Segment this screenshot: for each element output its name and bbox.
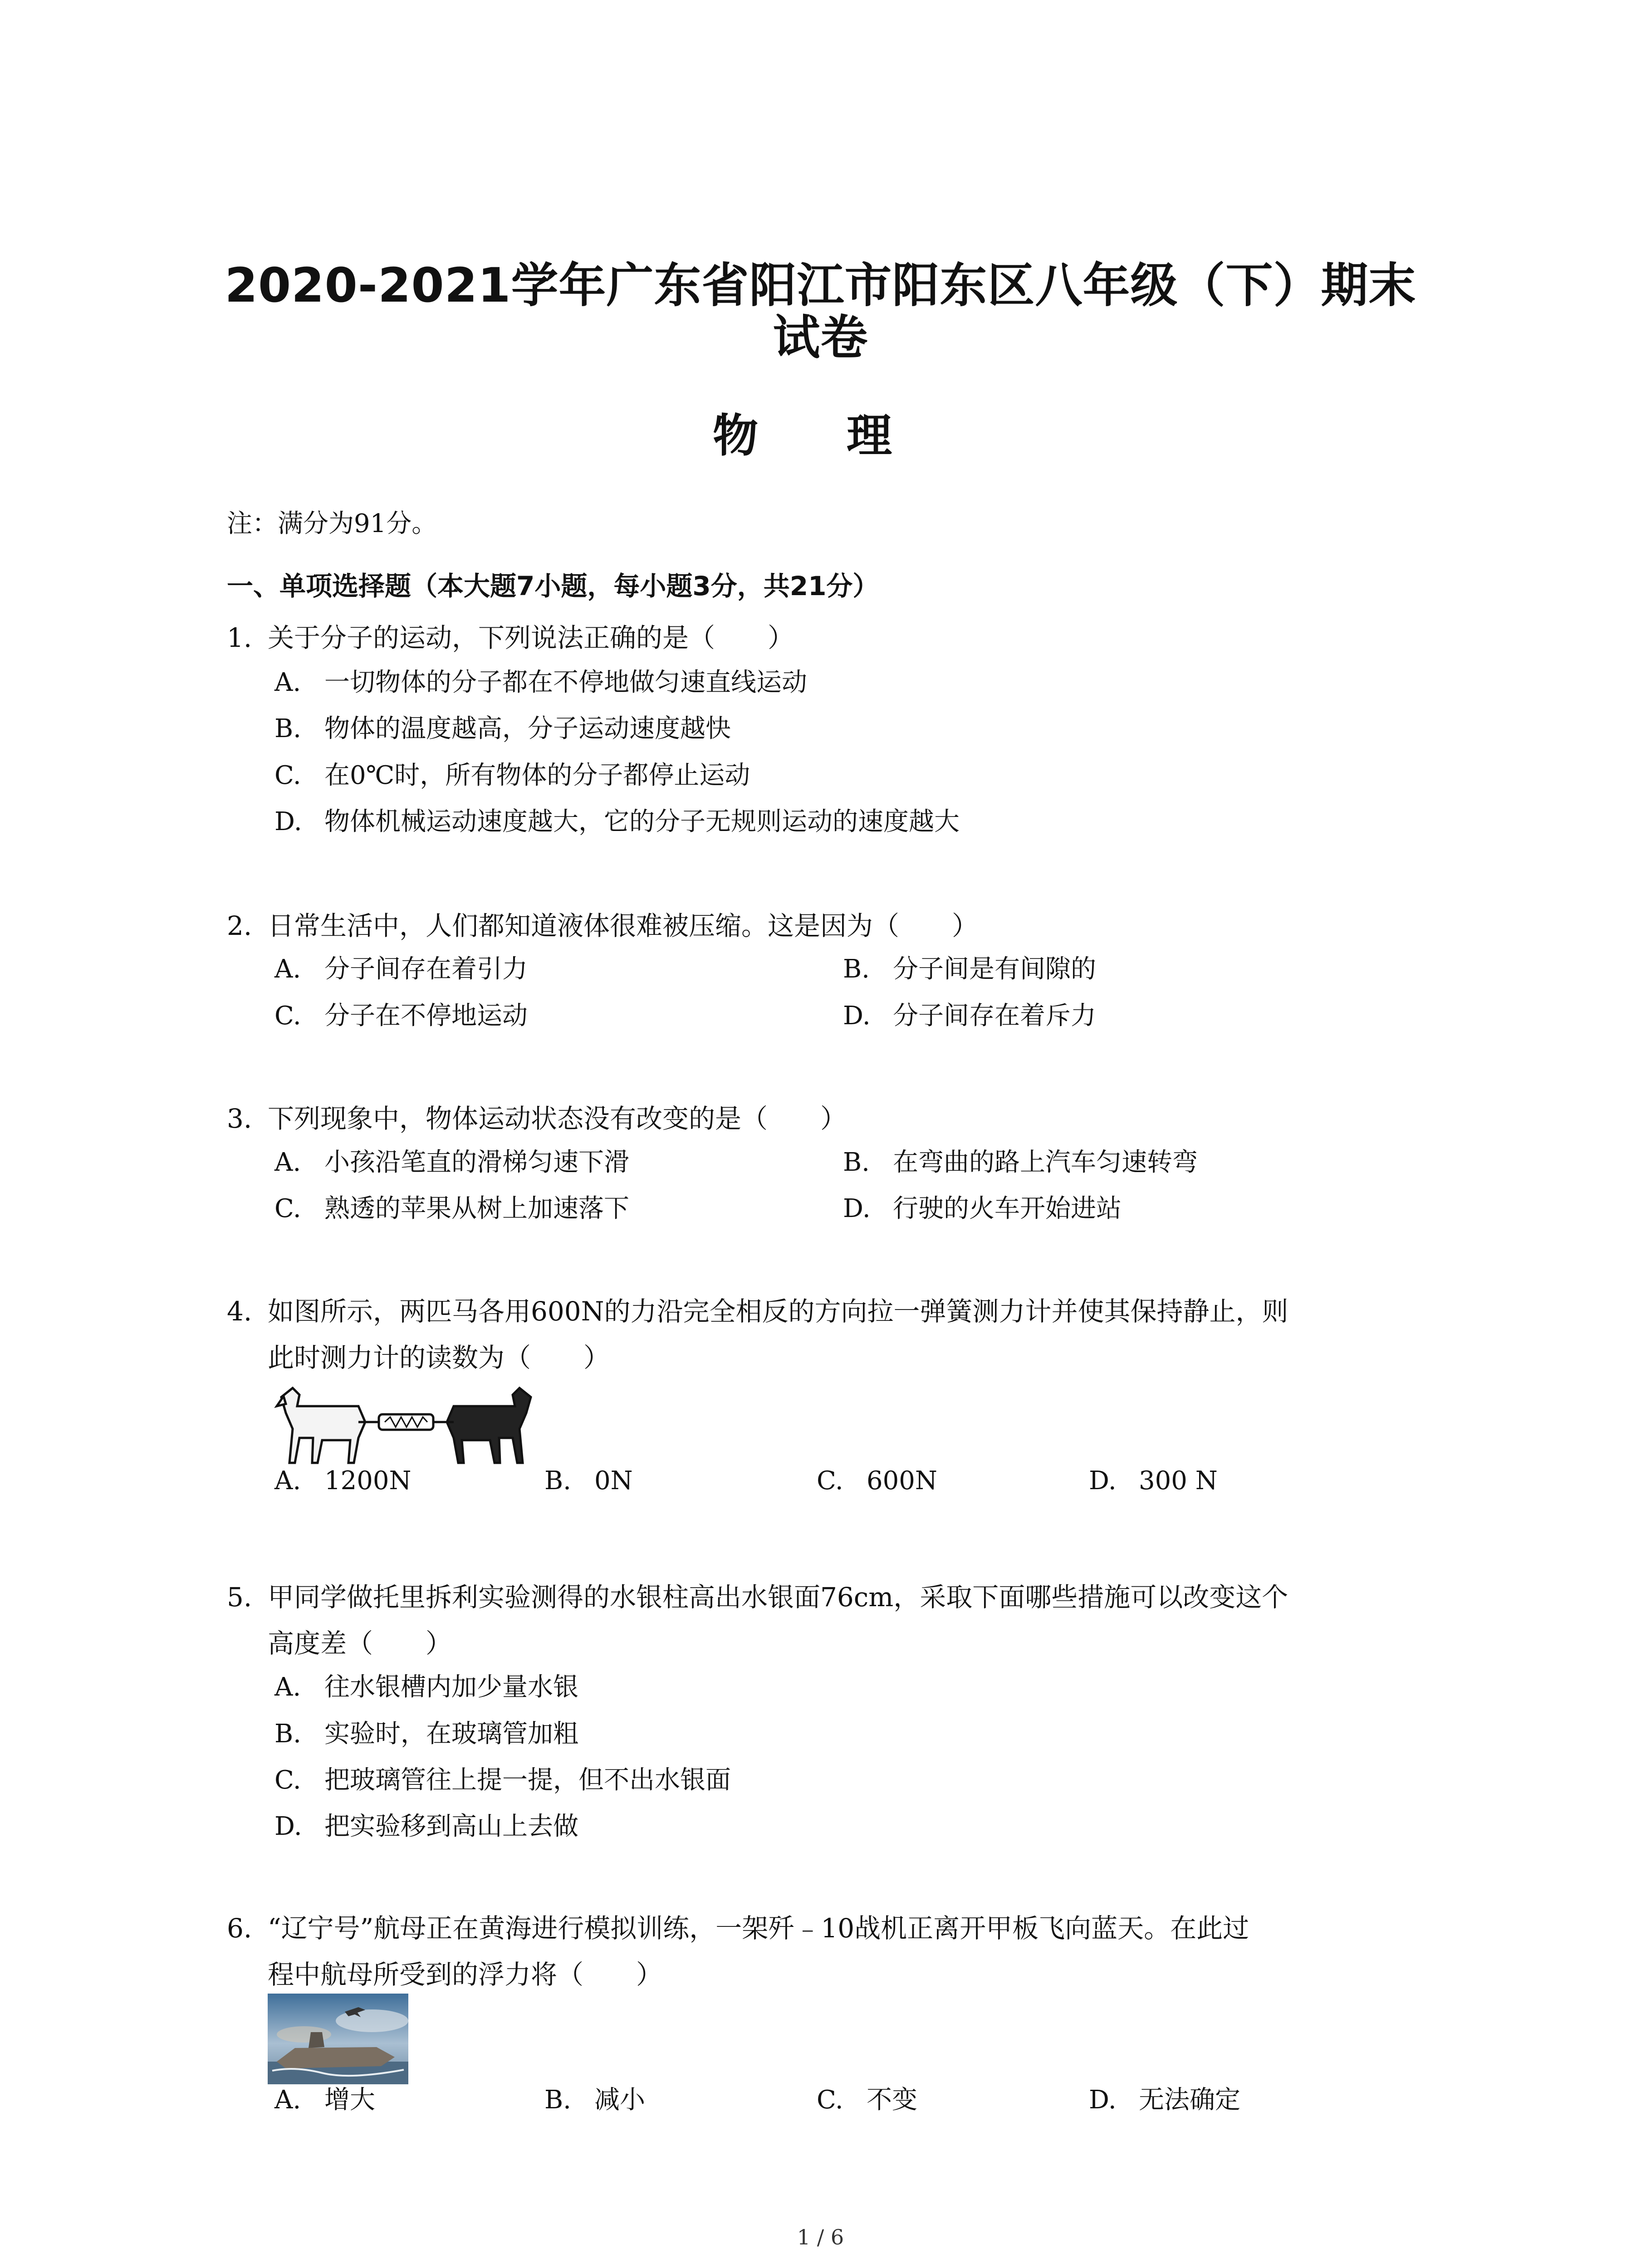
option-a: A. 增大 <box>274 2085 375 2115</box>
option-a: A. 分子间存在着引力 <box>274 954 528 984</box>
question-text: 下列现象中，物体运动状态没有改变的是（ ） <box>268 1103 847 1134</box>
option-c: C. 在0℃时，所有物体的分子都停止运动 <box>274 761 750 790</box>
score-note: 注：满分为91分。 <box>227 509 437 538</box>
option-d: D. 把实验移到高山上去做 <box>274 1812 578 1841</box>
option-d: D. 无法确定 <box>1089 2085 1240 2115</box>
section-heading: 一、单项选择题（本大题7小题，每小题3分，共21分） <box>227 571 879 601</box>
subject-heading: 物 理 <box>713 409 928 462</box>
option-d: D. 物体机械运动速度越大，它的分子无规则运动的速度越大 <box>274 807 960 836</box>
option-d: D. 行驶的火车开始进站 <box>843 1194 1122 1223</box>
option-b: B. 物体的温度越高，分子运动速度越快 <box>274 714 731 743</box>
option-d: D. 300 N <box>1089 1466 1218 1496</box>
option-c: C. 把玻璃管往上提一提，但不出水银面 <box>274 1765 731 1795</box>
question-number: 2. <box>227 910 252 941</box>
option-b: B. 减小 <box>544 2085 645 2115</box>
question-text: 日常生活中，人们都知道液体很难被压缩。这是因为（ ） <box>268 910 979 941</box>
page-number: 1 / 6 <box>797 2225 844 2249</box>
question-text-line1: 甲同学做托里拆利实验测得的水银柱高出水银面76cm，采取下面哪些措施可以改变这个 <box>268 1582 1288 1613</box>
question-number: 6. <box>227 1913 252 1944</box>
horses-pulling-spring-scale-figure <box>268 1379 544 1470</box>
option-c: C. 600N <box>817 1466 937 1496</box>
question-number: 4. <box>227 1296 252 1327</box>
question-text-line2: 此时测力计的读数为（ ） <box>268 1342 610 1373</box>
question-text-line1: “辽宁号”航母正在黄海进行模拟训练，一架歼﹣10战机正离开甲板飞向蓝天。在此过 <box>268 1913 1249 1944</box>
option-b: B. 实验时，在玻璃管加粗 <box>274 1719 578 1749</box>
option-a: A. 一切物体的分子都在不停地做匀速直线运动 <box>274 668 807 697</box>
option-c: C. 不变 <box>817 2085 917 2115</box>
option-b: B. 在弯曲的路上汽车匀速转弯 <box>843 1148 1198 1177</box>
option-d: D. 分子间存在着斥力 <box>843 1001 1096 1031</box>
question-text: 关于分子的运动，下列说法正确的是（ ） <box>268 622 794 653</box>
option-b: B. 0N <box>544 1466 633 1496</box>
option-c: C. 分子在不停地运动 <box>274 1001 528 1031</box>
option-a: A. 往水银槽内加少量水银 <box>274 1672 578 1702</box>
question-number: 1. <box>227 622 252 653</box>
option-b: B. 分子间是有间隙的 <box>843 954 1096 984</box>
option-c: C. 熟透的苹果从树上加速落下 <box>274 1194 629 1223</box>
question-number: 5. <box>227 1582 252 1613</box>
question-number: 3. <box>227 1103 252 1134</box>
question-text-line2: 高度差（ ） <box>268 1628 452 1659</box>
question-text-line1: 如图所示，两匹马各用600N的力沿完全相反的方向拉一弹簧测力计并使其保持静止，则 <box>268 1296 1288 1327</box>
question-text-line2: 程中航母所受到的浮力将（ ） <box>268 1959 663 1990</box>
option-a: A. 1200N <box>274 1466 411 1496</box>
aircraft-carrier-photo <box>268 1994 408 2084</box>
exam-title-line2: 试卷 <box>773 310 868 365</box>
option-a: A. 小孩沿笔直的滑梯匀速下滑 <box>274 1148 629 1177</box>
exam-title-line1: 2020-2021学年广东省阳江市阳东区八年级（下）期末 <box>225 258 1416 313</box>
